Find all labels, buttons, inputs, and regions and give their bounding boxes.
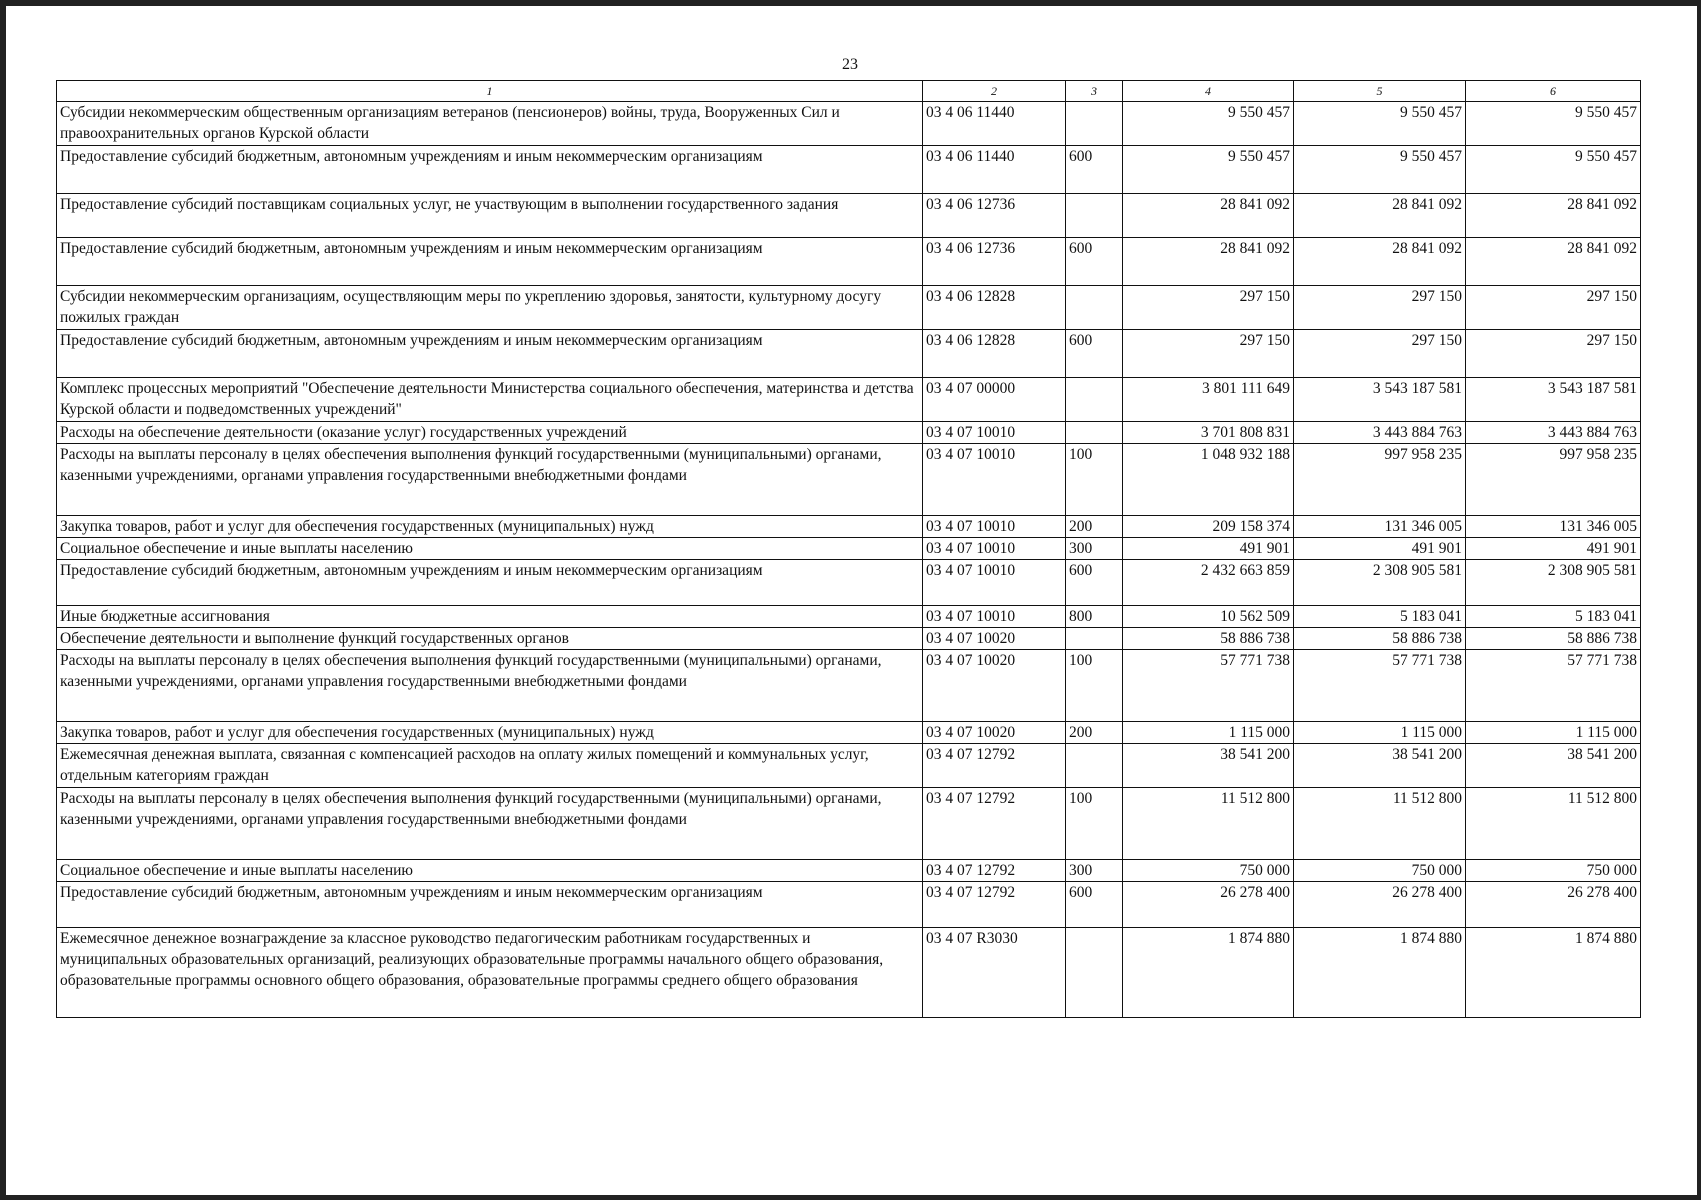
row-expense-type-cell: 300: [1066, 860, 1123, 882]
row-amount-1-cell: 57 771 738: [1123, 650, 1294, 722]
row-amount-1-cell: 3 701 808 831: [1123, 422, 1294, 444]
row-expense-type-cell: 600: [1066, 882, 1123, 928]
row-amount-3-cell: 28 841 092: [1466, 238, 1641, 286]
table-row: [57, 606, 1641, 628]
row-amount-3-cell: 28 841 092: [1466, 194, 1641, 238]
row-code-cell: 03 4 06 12828: [923, 286, 1066, 330]
scan-edge-bottom: [0, 1195, 1701, 1200]
row-amount-3-cell: 11 512 800: [1466, 788, 1641, 860]
row-amount-3-cell: 3 443 884 763: [1466, 422, 1641, 444]
row-amount-1-cell: 28 841 092: [1123, 238, 1294, 286]
table-row: [57, 238, 1641, 286]
row-amount-2-cell: 57 771 738: [1294, 650, 1466, 722]
row-amount-3-cell: 1 874 880: [1466, 928, 1641, 1018]
row-name-cell: Субсидии некоммерческим общественным организациям ветеранов (пенсионеров) войны, труда, Вооруженных Сил и правоохранительных органов Курской области: [57, 102, 923, 146]
row-expense-type-cell: 200: [1066, 722, 1123, 744]
row-name-cell: Предоставление субсидий бюджетным, автономным учреждениям и иным некоммерческим организациям: [57, 146, 923, 194]
row-amount-1-cell: 209 158 374: [1123, 516, 1294, 538]
row-name-cell: Предоставление субсидий бюджетным, автономным учреждениям и иным некоммерческим организациям: [57, 560, 923, 606]
scan-edge-left: [0, 0, 6, 1200]
row-expense-type-cell: [1066, 286, 1123, 330]
row-amount-3-cell: 491 901: [1466, 538, 1641, 560]
table-row: [57, 928, 1641, 1018]
row-amount-1-cell: 10 562 509: [1123, 606, 1294, 628]
row-name-cell: Ежемесячная денежная выплата, связанная с компенсацией расходов на оплату жилых помещений и коммунальных услуг, отдельным категориям граждан: [57, 744, 923, 788]
row-amount-1-cell: 38 541 200: [1123, 744, 1294, 788]
row-expense-type-cell: [1066, 194, 1123, 238]
row-expense-type-cell: [1066, 378, 1123, 422]
row-name-cell: Предоставление субсидий бюджетным, автономным учреждениям и иным некоммерческим организациям: [57, 882, 923, 928]
table-row: [57, 444, 1641, 516]
table-row: [57, 516, 1641, 538]
row-expense-type-cell: 600: [1066, 330, 1123, 378]
row-amount-2-cell: 11 512 800: [1294, 788, 1466, 860]
row-code-cell: 03 4 06 12736: [923, 238, 1066, 286]
row-expense-type-cell: [1066, 422, 1123, 444]
table-row: [57, 146, 1641, 194]
row-code-cell: 03 4 07 10010: [923, 606, 1066, 628]
column-header-expense-type: 3: [1066, 81, 1123, 102]
row-amount-3-cell: 750 000: [1466, 860, 1641, 882]
row-amount-2-cell: 3 543 187 581: [1294, 378, 1466, 422]
row-amount-3-cell: 9 550 457: [1466, 102, 1641, 146]
row-amount-3-cell: 297 150: [1466, 286, 1641, 330]
row-amount-3-cell: 297 150: [1466, 330, 1641, 378]
row-name-cell: Закупка товаров, работ и услуг для обеспечения государственных (муниципальных) нужд: [57, 722, 923, 744]
row-amount-3-cell: 5 183 041: [1466, 606, 1641, 628]
row-expense-type-cell: 100: [1066, 444, 1123, 516]
row-amount-1-cell: 297 150: [1123, 286, 1294, 330]
row-name-cell: Предоставление субсидий бюджетным, автономным учреждениям и иным некоммерческим организациям: [57, 238, 923, 286]
row-name-cell: Социальное обеспечение и иные выплаты населению: [57, 860, 923, 882]
scan-edge-right: [1697, 0, 1701, 1200]
table-row: [57, 722, 1641, 744]
row-expense-type-cell: 100: [1066, 650, 1123, 722]
column-header-amount-1: 4: [1123, 81, 1294, 102]
row-amount-1-cell: 9 550 457: [1123, 102, 1294, 146]
row-code-cell: 03 4 07 12792: [923, 860, 1066, 882]
row-name-cell: Предоставление субсидий бюджетным, автономным учреждениям и иным некоммерческим организациям: [57, 330, 923, 378]
row-code-cell: 03 4 07 10010: [923, 516, 1066, 538]
row-name-cell: Социальное обеспечение и иные выплаты населению: [57, 538, 923, 560]
row-amount-2-cell: 1 874 880: [1294, 928, 1466, 1018]
row-expense-type-cell: 600: [1066, 238, 1123, 286]
row-amount-2-cell: 28 841 092: [1294, 238, 1466, 286]
row-amount-2-cell: 9 550 457: [1294, 102, 1466, 146]
row-amount-2-cell: 9 550 457: [1294, 146, 1466, 194]
row-amount-3-cell: 58 886 738: [1466, 628, 1641, 650]
row-amount-3-cell: 38 541 200: [1466, 744, 1641, 788]
table-row: [57, 330, 1641, 378]
row-amount-2-cell: 997 958 235: [1294, 444, 1466, 516]
row-amount-1-cell: 491 901: [1123, 538, 1294, 560]
column-header-amount-2: 5: [1294, 81, 1466, 102]
table-row: [57, 628, 1641, 650]
row-amount-1-cell: 3 801 111 649: [1123, 378, 1294, 422]
row-code-cell: 03 4 07 10010: [923, 444, 1066, 516]
table-row: [57, 788, 1641, 860]
table-row: [57, 560, 1641, 606]
page-number: 23: [842, 56, 858, 73]
row-amount-1-cell: 9 550 457: [1123, 146, 1294, 194]
row-amount-3-cell: 9 550 457: [1466, 146, 1641, 194]
row-name-cell: Обеспечение деятельности и выполнение функций государственных органов: [57, 628, 923, 650]
row-code-cell: 03 4 06 11440: [923, 102, 1066, 146]
row-amount-2-cell: 131 346 005: [1294, 516, 1466, 538]
row-expense-type-cell: 300: [1066, 538, 1123, 560]
scan-edge-top: [0, 0, 1701, 6]
row-expense-type-cell: [1066, 102, 1123, 146]
row-name-cell: Расходы на выплаты персоналу в целях обеспечения выполнения функций государственными (муниципальными) органами, казенными учреждениями, органами управления государственными внебюджетными фондами: [57, 650, 923, 722]
row-code-cell: 03 4 07 10010: [923, 560, 1066, 606]
row-name-cell: Расходы на выплаты персоналу в целях обеспечения выполнения функций государственными (муниципальными) органами, казенными учреждениями, органами управления государственными внебюджетными фондами: [57, 788, 923, 860]
row-amount-1-cell: 1 115 000: [1123, 722, 1294, 744]
row-name-cell: Комплекс процессных мероприятий "Обеспечение деятельности Министерства социального обеспечения, материнства и детства Курской области и подведомственных учреждений": [57, 378, 923, 422]
table-row: [57, 744, 1641, 788]
row-amount-2-cell: 58 886 738: [1294, 628, 1466, 650]
row-amount-2-cell: 3 443 884 763: [1294, 422, 1466, 444]
row-code-cell: 03 4 07 10020: [923, 650, 1066, 722]
row-amount-3-cell: 57 771 738: [1466, 650, 1641, 722]
row-name-cell: Расходы на выплаты персоналу в целях обеспечения выполнения функций государственными (муниципальными) органами, казенными учреждениями, органами управления государственными внебюджетными фондами: [57, 444, 923, 516]
row-expense-type-cell: [1066, 744, 1123, 788]
row-name-cell: Иные бюджетные ассигнования: [57, 606, 923, 628]
row-amount-3-cell: 1 115 000: [1466, 722, 1641, 744]
row-code-cell: 03 4 06 12736: [923, 194, 1066, 238]
row-name-cell: Расходы на обеспечение деятельности (оказание услуг) государственных учреждений: [57, 422, 923, 444]
row-amount-1-cell: 28 841 092: [1123, 194, 1294, 238]
row-code-cell: 03 4 07 12792: [923, 788, 1066, 860]
row-amount-3-cell: 3 543 187 581: [1466, 378, 1641, 422]
row-code-cell: 03 4 07 10010: [923, 538, 1066, 560]
row-amount-1-cell: 750 000: [1123, 860, 1294, 882]
row-name-cell: Ежемесячное денежное вознаграждение за классное руководство педагогическим работникам государственных и муниципальных образовательных организаций, реализующих образовательные программы начального общего образования, образовательные программы основного общего образования, образовательные программы среднего общего образования: [57, 928, 923, 1018]
table-row: [57, 378, 1641, 422]
table-row: [57, 650, 1641, 722]
row-amount-1-cell: 26 278 400: [1123, 882, 1294, 928]
table-row: [57, 882, 1641, 928]
row-amount-3-cell: 997 958 235: [1466, 444, 1641, 516]
row-amount-1-cell: 58 886 738: [1123, 628, 1294, 650]
table-body: [57, 102, 1641, 1018]
row-expense-type-cell: [1066, 928, 1123, 1018]
row-name-cell: Закупка товаров, работ и услуг для обеспечения государственных (муниципальных) нужд: [57, 516, 923, 538]
row-amount-1-cell: 1 874 880: [1123, 928, 1294, 1018]
row-code-cell: 03 4 06 12828: [923, 330, 1066, 378]
row-amount-2-cell: 1 115 000: [1294, 722, 1466, 744]
row-amount-2-cell: 26 278 400: [1294, 882, 1466, 928]
row-expense-type-cell: 600: [1066, 560, 1123, 606]
budget-table: [56, 80, 1641, 1018]
column-header-name: 1: [57, 81, 923, 102]
row-amount-2-cell: 38 541 200: [1294, 744, 1466, 788]
row-amount-1-cell: 1 048 932 188: [1123, 444, 1294, 516]
row-amount-1-cell: 297 150: [1123, 330, 1294, 378]
row-code-cell: 03 4 06 11440: [923, 146, 1066, 194]
row-code-cell: 03 4 07 12792: [923, 882, 1066, 928]
row-code-cell: 03 4 07 00000: [923, 378, 1066, 422]
row-amount-2-cell: 297 150: [1294, 286, 1466, 330]
table-row: [57, 422, 1641, 444]
row-code-cell: 03 4 07 10010: [923, 422, 1066, 444]
table-row: [57, 860, 1641, 882]
row-amount-2-cell: 2 308 905 581: [1294, 560, 1466, 606]
row-amount-2-cell: 750 000: [1294, 860, 1466, 882]
row-amount-2-cell: 28 841 092: [1294, 194, 1466, 238]
row-amount-3-cell: 26 278 400: [1466, 882, 1641, 928]
row-amount-2-cell: 491 901: [1294, 538, 1466, 560]
row-code-cell: 03 4 07 12792: [923, 744, 1066, 788]
row-name-cell: Субсидии некоммерческим организациям, осуществляющим меры по укреплению здоровья, занятости, культурному досугу пожилых граждан: [57, 286, 923, 330]
column-header-amount-3: 6: [1466, 81, 1641, 102]
header-row: [57, 81, 1641, 102]
row-amount-2-cell: 297 150: [1294, 330, 1466, 378]
row-code-cell: 03 4 07 R3030: [923, 928, 1066, 1018]
row-amount-3-cell: 2 308 905 581: [1466, 560, 1641, 606]
row-expense-type-cell: 600: [1066, 146, 1123, 194]
row-code-cell: 03 4 07 10020: [923, 628, 1066, 650]
row-amount-3-cell: 131 346 005: [1466, 516, 1641, 538]
row-expense-type-cell: 800: [1066, 606, 1123, 628]
table-row: [57, 194, 1641, 238]
column-header-code: 2: [923, 81, 1066, 102]
table-row: [57, 538, 1641, 560]
row-amount-1-cell: 11 512 800: [1123, 788, 1294, 860]
table-row: [57, 286, 1641, 330]
row-amount-1-cell: 2 432 663 859: [1123, 560, 1294, 606]
row-amount-2-cell: 5 183 041: [1294, 606, 1466, 628]
row-expense-type-cell: 200: [1066, 516, 1123, 538]
table-row: [57, 102, 1641, 146]
row-code-cell: 03 4 07 10020: [923, 722, 1066, 744]
row-expense-type-cell: [1066, 628, 1123, 650]
row-name-cell: Предоставление субсидий поставщикам социальных услуг, не участвующим в выполнении государственного задания: [57, 194, 923, 238]
row-expense-type-cell: 100: [1066, 788, 1123, 860]
